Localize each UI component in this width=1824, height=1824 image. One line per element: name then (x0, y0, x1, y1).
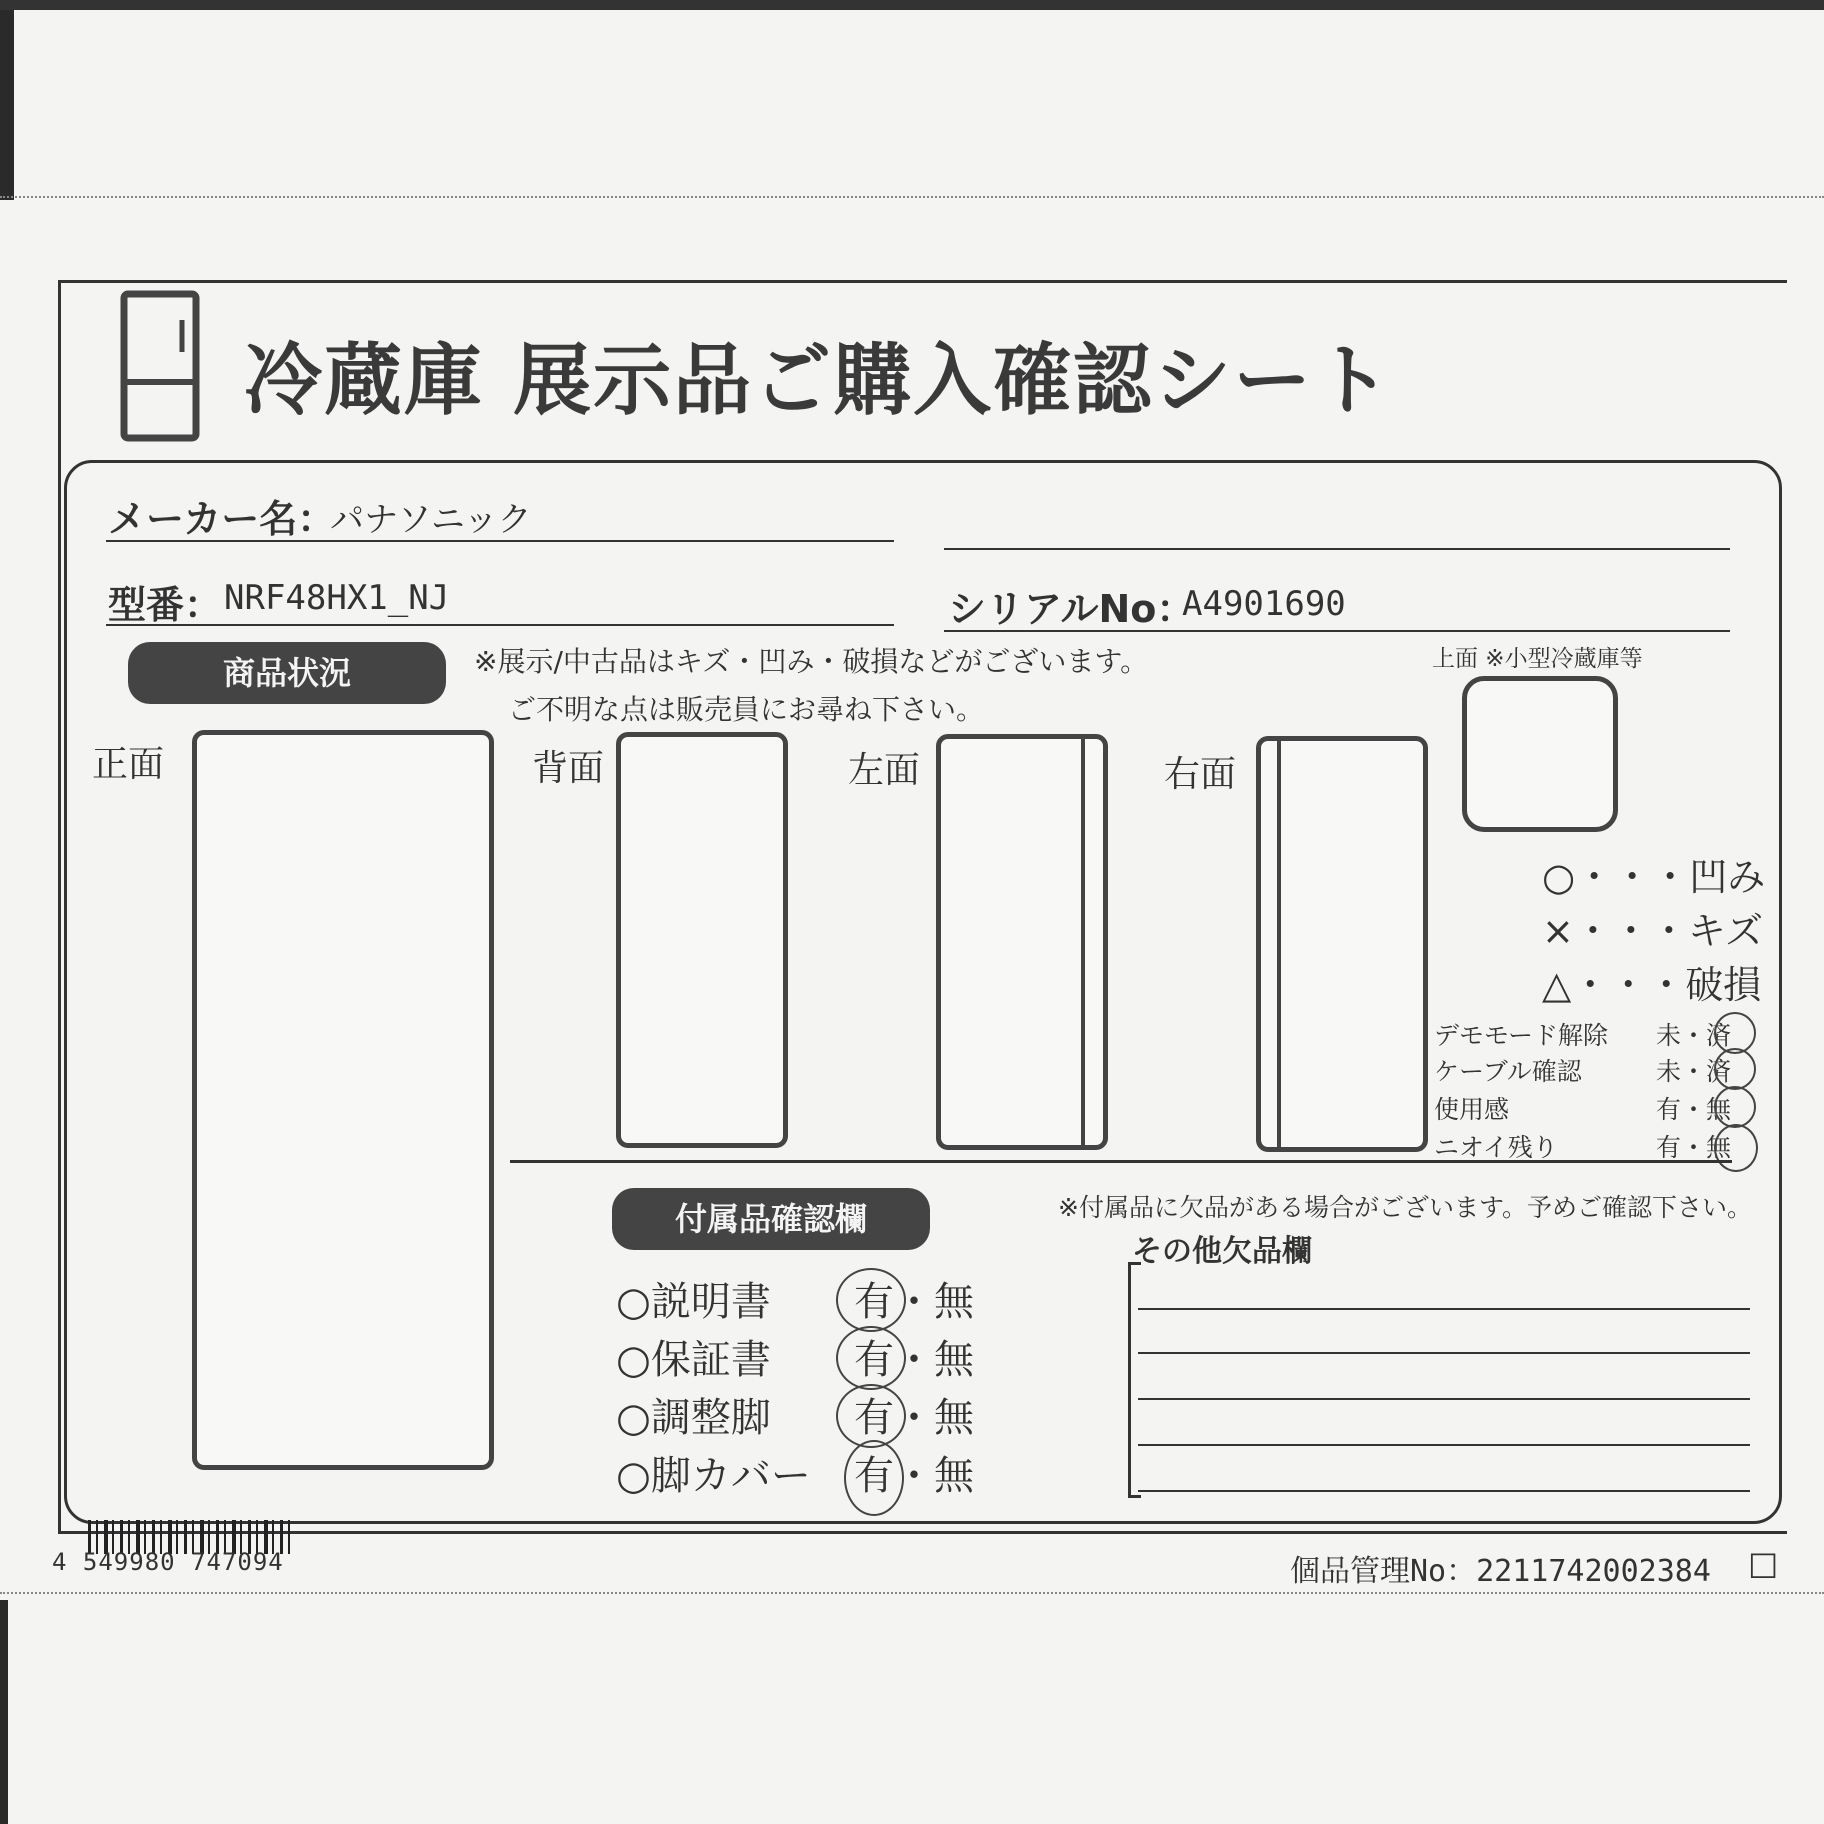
legend-triangle-symbol: △ (1542, 963, 1572, 1007)
scan-left-edge-lower (0, 1600, 8, 1824)
accessory-feet-circle (836, 1384, 906, 1448)
maker-value: パナソニック (330, 500, 532, 540)
option-no[interactable]: 無 (934, 1279, 974, 1325)
serial-value: A4901690 (1182, 584, 1346, 624)
accessory-foot-cover-label: ○脚カバー (616, 1453, 811, 1499)
condition-note-line2: ご不明な点は販売員にお尋ね下さい。 (508, 693, 985, 726)
accessories-note: ※付属品に欠品がある場合がございます。予めご確認下さい。 (1058, 1193, 1752, 1222)
accessories-heading: 付属品確認欄 (612, 1188, 930, 1250)
missing-items-bracket (1128, 1262, 1141, 1498)
legend-dent-text: 凹み (1689, 855, 1766, 899)
check-cable-label: ケーブル確認 (1434, 1057, 1582, 1086)
option-yes[interactable]: 有 (854, 1337, 894, 1383)
accessory-feet (616, 1386, 771, 1443)
check-demo-mode-label: デモモード解除 (1434, 1021, 1609, 1050)
barcode-number: 4 549980 747094 (52, 1548, 284, 1576)
check-demo-mode-options[interactable]: 未・済 (1656, 1021, 1732, 1050)
refrigerator-icon (120, 290, 200, 442)
face-label-right: 右面 (1164, 754, 1237, 795)
section-divider (510, 1160, 1732, 1163)
accessory-warranty-label: ○保証書 (616, 1337, 771, 1383)
check-cable-options[interactable]: 未・済 (1656, 1057, 1732, 1086)
serial-underline (944, 630, 1730, 632)
legend-damage (1542, 954, 1761, 1009)
option-yes[interactable]: 有 (854, 1453, 894, 1499)
face-label-front: 正面 (92, 744, 165, 785)
face-label-back: 背面 (532, 748, 605, 789)
accessory-warranty-circle (836, 1326, 906, 1390)
option-no[interactable]: 無 (934, 1337, 974, 1383)
missing-item-line-4[interactable] (1138, 1444, 1750, 1446)
condition-note-line1: ※展示/中古品はキズ・凹み・破損などがございます。 (474, 645, 1149, 678)
accessory-manual-label: ○説明書 (616, 1279, 771, 1325)
condition-heading: 商品状況 (128, 642, 446, 704)
legend-damage-text: 破損 (1685, 963, 1762, 1007)
option-separator: ・ (894, 1395, 934, 1441)
left-diagram-box[interactable] (936, 734, 1108, 1150)
legend-cross-symbol: × (1542, 909, 1574, 953)
accessory-manual-circle (836, 1268, 906, 1332)
footer-checkbox[interactable]: □ (1748, 1544, 1779, 1582)
missing-item-line-5[interactable] (1138, 1490, 1750, 1492)
missing-item-line-2[interactable] (1138, 1352, 1750, 1354)
missing-item-line-3[interactable] (1138, 1398, 1750, 1400)
right-diagram-box[interactable] (1256, 736, 1428, 1152)
accessory-foot-cover (616, 1444, 811, 1501)
check-usage-label: 使用感 (1434, 1095, 1510, 1124)
check-odor-options[interactable]: 有・無 (1656, 1133, 1732, 1162)
legend-dots: ・・・ (1573, 909, 1688, 953)
scan-dotted-line (0, 196, 1824, 198)
accessory-warranty (616, 1328, 771, 1385)
serial-label: シリアルNo： (948, 587, 1195, 631)
option-separator: ・ (894, 1337, 934, 1383)
model-underline (106, 624, 894, 626)
control-number: 個品管理No：2211742002384 (1290, 1554, 1711, 1589)
legend-dots: ・・・ (1571, 963, 1686, 1007)
option-yes[interactable]: 有 (854, 1395, 894, 1441)
option-yes[interactable]: 有 (854, 1279, 894, 1325)
check-odor-circle (1714, 1124, 1758, 1172)
option-no[interactable]: 無 (934, 1453, 974, 1499)
option-no[interactable]: 無 (934, 1395, 974, 1441)
top-view-label: 上面 ※小型冷蔵庫等 (1432, 646, 1643, 672)
legend-circle-symbol: ○ (1542, 855, 1576, 899)
scan-dotted-line-bottom (0, 1592, 1824, 1594)
legend-dots: ・・・ (1575, 855, 1690, 899)
check-usage-circle (1714, 1086, 1756, 1128)
back-diagram-box[interactable] (616, 732, 788, 1148)
missing-item-line-1[interactable] (1138, 1308, 1750, 1310)
maker-label: メーカー名： (108, 497, 336, 541)
model-value: NRF48HX1_NJ (224, 578, 450, 618)
maker-underline (106, 540, 894, 542)
accessory-feet-label: ○調整脚 (616, 1395, 771, 1441)
page-title: 冷蔵庫 展示品ご購入確認シート (244, 336, 1394, 426)
left-side-edge (1081, 739, 1085, 1145)
legend-dent (1542, 846, 1765, 901)
scan-left-edge (0, 10, 14, 200)
option-separator: ・ (894, 1453, 934, 1499)
legend-scratch-text: キズ (1687, 909, 1764, 953)
accessory-foot-cover-circle (844, 1440, 904, 1516)
top-diagram-box[interactable] (1462, 676, 1618, 832)
right-side-edge (1277, 741, 1281, 1147)
check-cable-circle (1714, 1048, 1756, 1090)
face-label-left: 左面 (848, 750, 921, 791)
scan-top-band (0, 0, 1824, 10)
option-separator: ・ (894, 1279, 934, 1325)
missing-items-heading: その他欠品欄 (1132, 1234, 1312, 1269)
model-label: 型番： (108, 583, 223, 627)
blank-underline (944, 548, 1730, 550)
check-usage-options[interactable]: 有・無 (1656, 1095, 1732, 1124)
check-odor-label: ニオイ残り (1434, 1133, 1558, 1162)
legend-scratch (1542, 900, 1763, 955)
front-diagram-box[interactable] (192, 730, 494, 1470)
accessory-manual (616, 1270, 771, 1327)
